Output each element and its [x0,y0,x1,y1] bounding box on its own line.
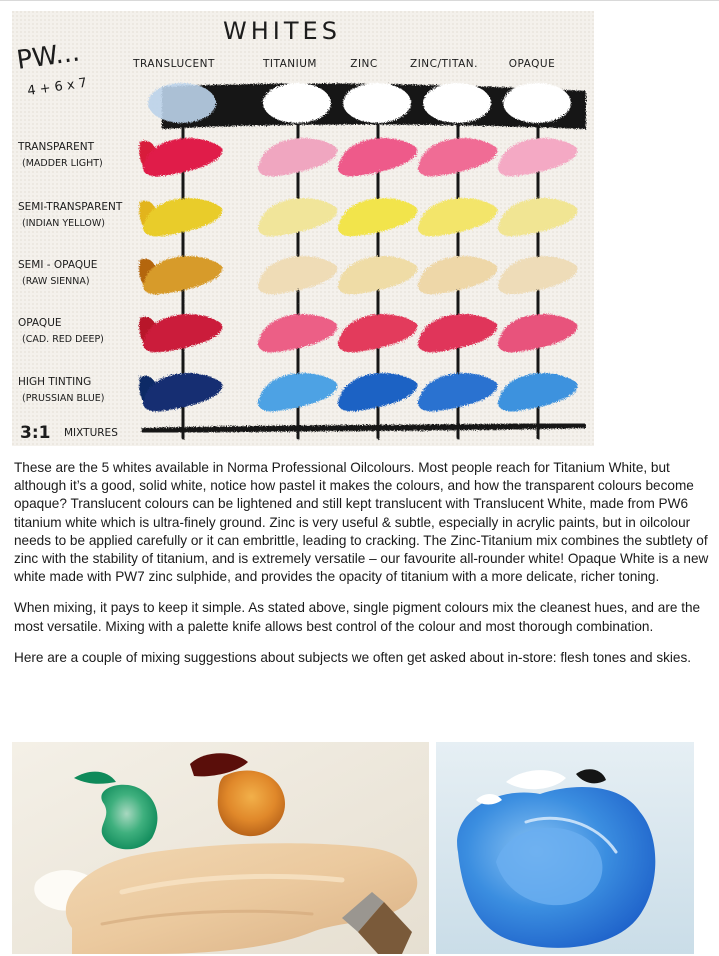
footer-ratio: 3:1 [20,423,51,443]
row-sublabel-0: (MADDER LIGHT) [22,158,103,169]
footer-label: MIXTURES [64,427,118,439]
row-sublabel-1: (INDIAN YELLOW) [22,218,105,229]
sky-palette-canvas [436,742,694,954]
column-header-0: TRANSLUCENT [133,58,215,70]
paragraph-suggestions: Here are a couple of mixing suggestions about subjects we often get asked about in-store: flesh tones and skies. [14,649,692,665]
flesh-palette-canvas [12,742,429,954]
row-label-1: SEMI-TRANSPARENT [18,201,123,213]
row-sublabel-4: (PRUSSIAN BLUE) [22,393,105,404]
white-swatch-3 [423,83,491,123]
corner-note: PW... [14,37,82,76]
row-label-2: SEMI - OPAQUE [18,259,98,271]
whites-chart-image [12,11,594,446]
top-divider [0,0,719,1]
row-label-4: HIGH TINTING [18,376,92,388]
white-swatch-2 [343,83,411,123]
paragraph-mixing: When mixing, it pays to keep it simple. As stated above, single pigment colours mix the cleanest hues, and are the most versatile. Mixing with a palette knife allows best control of the colour and most thorough combination. [14,600,701,634]
whites-chart-canvas [12,11,594,446]
white-swatch-0 [148,83,216,123]
column-header-4: OPAQUE [508,58,556,70]
column-header-1: TITANIUM [263,58,317,70]
white-swatch-4 [503,83,571,123]
sky-blue-palette-photo [436,742,694,954]
column-header-2: ZINC [350,58,378,70]
row-sublabel-3: (CAD. RED DEEP) [22,334,104,345]
column-header-3: ZINC/TITAN. [410,58,478,70]
row-label-3: OPAQUE [18,317,62,329]
row-sublabel-2: (RAW SIENNA) [22,276,90,287]
flesh-tone-palette-photo [12,742,429,954]
row-label-0: TRANSPARENT [18,141,95,153]
corner-numbers: 4 + 6 x 7 [26,75,88,99]
article-text [14,459,710,680]
chart-title: WHITES [223,17,341,45]
paragraph-whites: These are the 5 whites available in Norma Professional Oilcolours. Most people reach for Titanium White, but although it’s a good, solid white, notice how pastel it makes the colours, and how the transparent colours become opaque? Translucent colours can be lightened and still kept translucent with Translucent White, made from PW6 titanium white which is ultra-finely ground. Zinc is very useful & subtle, especially in acrylic paints, but in oilcolour needs to be applied carefully or it can embrittle, leading to cracking. The Zinc-Titanium mix combines the subtlety of zinc with the stability of titanium, and is extremely versatile – our favourite all-rounder white! Opaque White is a new white made with PW7 zinc sulphide, and provides the opacity of titanium with a more delicate, richer toning. [14,460,709,585]
white-swatch-1 [263,83,331,123]
